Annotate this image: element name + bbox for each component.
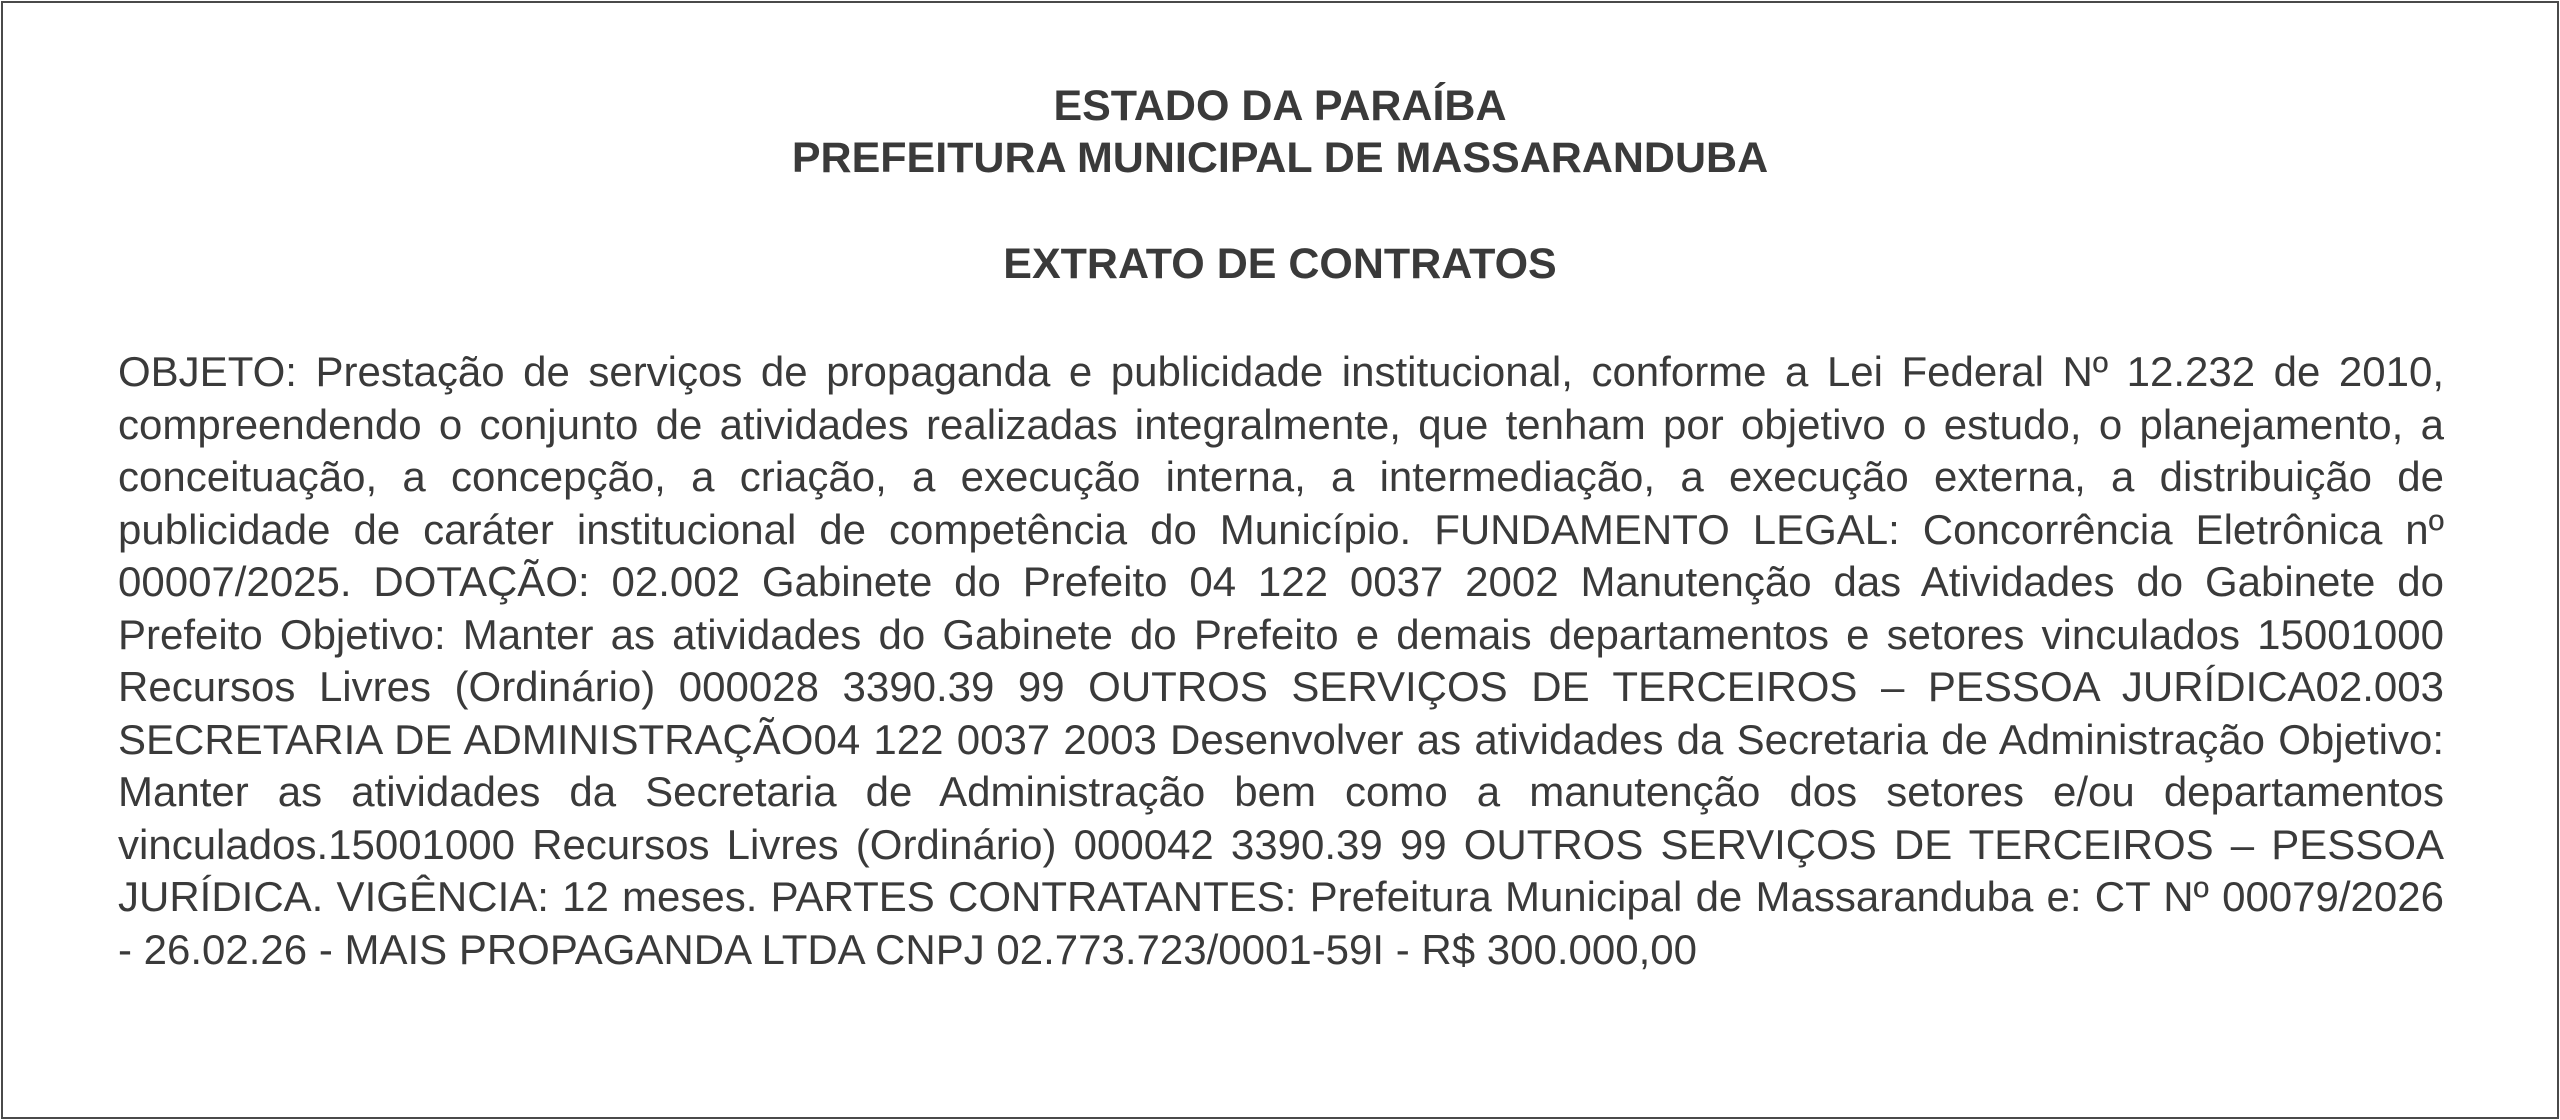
document-title: EXTRATO DE CONTRATOS	[1003, 240, 1557, 288]
state-name: ESTADO DA PARAÍBA	[1053, 82, 1507, 130]
city-hall-name: PREFEITURA MUNICIPAL DE MASSARANDUBA	[791, 134, 1769, 182]
document-header	[0, 80, 2560, 184]
contract-extract-text: OBJETO: Prestação de serviços de propaganda e publicidade institucional, conforme a Lei Federal Nº 12.232 de 2010, compreendendo o conjunto de atividades realizadas integralmente, que tenham por objetivo o estudo, o planejamento, a conceituação, a concepção, a criação, a execução interna, a intermediação, a execução externa, a distribuição de publicidade de caráter institucional de competência do Município. FUNDAMENTO LEGAL: Concorrência Eletrônica nº 00007/2025. DOTAÇÃO: 02.002 Gabinete do Prefeito 04 122 0037 2002 Manutenção das Atividades do Gabinete do Prefeito Objetivo: Manter as atividades do Gabinete do Prefeito e demais departamentos e setores vinculados 15001000 Recursos Livres (Ordinário) 000028 3390.39 99 OUTROS SERVIÇOS DE TERCEIROS – PESSOA JURÍDICA02.003 SECRETARIA DE ADMINISTRAÇÃO04 122 0037 2003 Desenvolver as atividades da Secretaria de Administração Objetivo: Manter as atividades da Secretaria de Administração bem como a manutenção dos setores e/ou departamentos vinculados.15001000 Recursos Livres (Ordinário) 000042 3390.39 99 OUTROS SERVIÇOS DE TERCEIROS – PESSOA JURÍDICA. VIGÊNCIA: 12 meses. PARTES CONTRATANTES: Prefeitura Municipal de Massaranduba e: CT Nº 00079/2026 - 26.02.26 - MAIS PROPAGANDA LTDA CNPJ 02.773.723/0001-59I - R$ 300.000,00	[118, 348, 2444, 973]
